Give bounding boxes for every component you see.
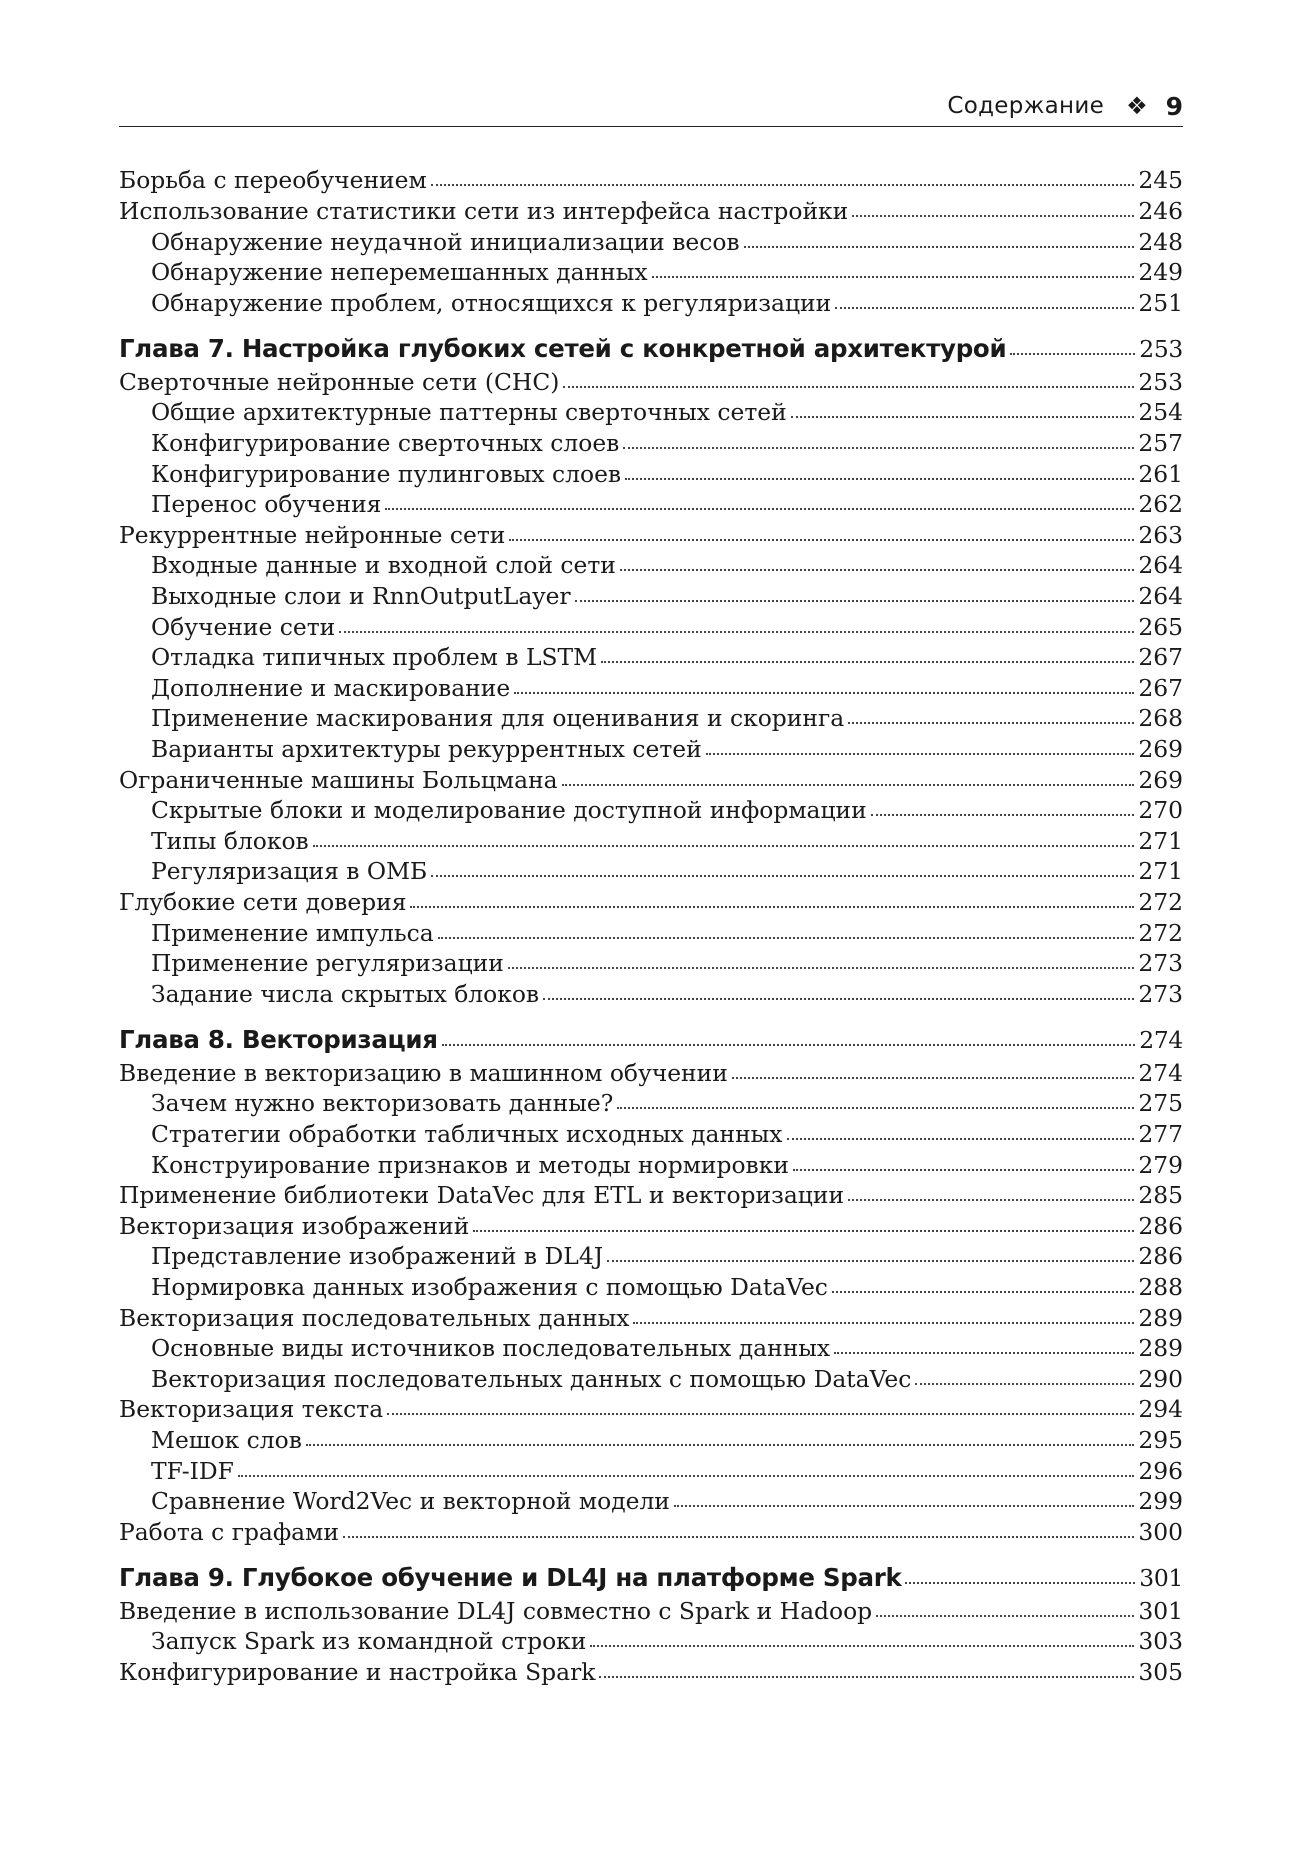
dot-leader bbox=[834, 1333, 1134, 1356]
toc-entry-label: Конфигурирование сверточных слоев bbox=[151, 429, 620, 458]
toc-entry bbox=[119, 1425, 1183, 1456]
toc-entry-page: 253 bbox=[1139, 335, 1183, 364]
toc-entry-label: Представление изображений в DL4J bbox=[151, 1242, 604, 1271]
dot-leader bbox=[832, 1272, 1134, 1295]
dot-leader bbox=[385, 489, 1134, 512]
toc-entry-page: 273 bbox=[1138, 979, 1183, 1008]
toc-entry-page: 264 bbox=[1138, 551, 1183, 580]
toc-entry-page: 267 bbox=[1138, 643, 1183, 672]
toc-entry-page: 268 bbox=[1138, 704, 1183, 733]
toc-entry-page: 271 bbox=[1138, 826, 1183, 855]
toc-entry-label: Глубокие сети доверия bbox=[119, 887, 407, 916]
toc-entry-label: Векторизация последовательных данных с помощью DataVec bbox=[151, 1364, 912, 1393]
toc-chapter-entry bbox=[119, 1023, 1183, 1057]
dot-leader bbox=[905, 1562, 1135, 1587]
toc-entry bbox=[119, 672, 1183, 703]
toc-entry-label: Варианты архитектуры рекуррентных сетей bbox=[151, 734, 702, 763]
toc-entry bbox=[119, 428, 1183, 459]
toc-entry bbox=[119, 1149, 1183, 1180]
toc-entry-label: Использование статистики сети из интерфейса настройки bbox=[119, 196, 849, 225]
toc-entry bbox=[119, 1241, 1183, 1272]
toc-entry bbox=[119, 1394, 1183, 1425]
toc-entry bbox=[119, 1455, 1183, 1486]
toc-entry bbox=[119, 887, 1183, 918]
toc-entry-page: 248 bbox=[1138, 227, 1183, 256]
toc-entry-page: 290 bbox=[1138, 1364, 1183, 1393]
toc-entry-label: Обучение сети bbox=[151, 612, 336, 641]
dot-leader bbox=[871, 795, 1135, 818]
dot-leader bbox=[543, 978, 1134, 1001]
dot-leader bbox=[438, 917, 1135, 940]
toc-entry-page: 274 bbox=[1138, 1058, 1183, 1087]
toc-entry bbox=[119, 458, 1183, 489]
dot-leader bbox=[791, 397, 1135, 420]
toc-entry bbox=[119, 611, 1183, 642]
header-rule bbox=[119, 126, 1183, 127]
toc-entry-label: Отладка типичных проблем в LSTM bbox=[151, 643, 598, 672]
toc-entry-label: Обнаружение неудачной инициализации весов bbox=[151, 227, 740, 256]
toc-entry-label: Обнаружение неперемешанных данных bbox=[151, 258, 648, 287]
toc-entry-label: Применение регуляризации bbox=[151, 949, 504, 978]
toc-entry bbox=[119, 581, 1183, 612]
dot-leader bbox=[601, 642, 1134, 665]
dot-leader bbox=[599, 1657, 1134, 1680]
toc-entry-page: 289 bbox=[1138, 1334, 1183, 1363]
dot-leader bbox=[1010, 333, 1135, 358]
toc-chapter-entry bbox=[119, 332, 1183, 366]
dot-leader bbox=[744, 226, 1135, 249]
toc-entry bbox=[119, 165, 1183, 196]
toc-entry bbox=[119, 1657, 1183, 1688]
dot-leader bbox=[652, 257, 1135, 280]
toc-entry bbox=[119, 366, 1183, 397]
dot-leader bbox=[343, 1516, 1134, 1539]
toc-entry-label: Применение библиотеки DataVec для ETL и векторизации bbox=[119, 1181, 845, 1210]
toc-entry bbox=[119, 397, 1183, 428]
dot-leader bbox=[509, 519, 1134, 542]
toc-entry-label: Регуляризация в ОМБ bbox=[151, 857, 428, 886]
toc-entry-page: 263 bbox=[1138, 520, 1183, 549]
toc-entry-page: 265 bbox=[1138, 612, 1183, 641]
toc-entry bbox=[119, 226, 1183, 257]
toc-entry-label: Общие архитектурные паттерны сверточных сетей bbox=[151, 398, 787, 427]
toc-entry-label: Сравнение Word2Vec и векторной модели bbox=[151, 1487, 670, 1516]
dot-leader bbox=[876, 1595, 1134, 1618]
toc-entry-label: Введение в использование DL4J совместно с Spark и Hadoop bbox=[119, 1596, 873, 1625]
toc-entry-label: Обнаружение проблем, относящихся к регуляризации bbox=[151, 288, 832, 317]
toc-entry bbox=[119, 764, 1183, 795]
table-of-contents bbox=[119, 165, 1183, 1687]
toc-entry-label: Стратегии обработки табличных исходных данных bbox=[151, 1120, 783, 1149]
toc-entry bbox=[119, 703, 1183, 734]
toc-entry-page: 277 bbox=[1138, 1120, 1183, 1149]
dot-leader bbox=[442, 1024, 1136, 1049]
dot-leader bbox=[431, 165, 1135, 188]
toc-entry-label: Конфигурирование пулинговых слоев bbox=[151, 459, 622, 488]
dot-leader bbox=[625, 458, 1134, 481]
toc-entry-label: Глава 9. Глубокое обучение и DL4J на платформе Spark bbox=[119, 1563, 902, 1593]
toc-entry-page: 271 bbox=[1138, 857, 1183, 886]
toc-entry-label: Задание числа скрытых блоков bbox=[151, 979, 540, 1008]
toc-entry-page: 305 bbox=[1138, 1658, 1183, 1687]
dot-leader bbox=[848, 1180, 1134, 1203]
toc-entry-page: 262 bbox=[1138, 490, 1183, 519]
toc-entry bbox=[119, 825, 1183, 856]
toc-entry-label: Основные виды источников последовательных данных bbox=[151, 1334, 831, 1363]
toc-entry bbox=[119, 550, 1183, 581]
dot-leader bbox=[848, 703, 1134, 726]
header-title: Содержание bbox=[947, 93, 1105, 119]
toc-entry-page: 299 bbox=[1138, 1487, 1183, 1516]
toc-entry bbox=[119, 257, 1183, 288]
toc-entry bbox=[119, 1180, 1183, 1211]
dot-leader bbox=[787, 1119, 1135, 1142]
toc-entry-label: Применение импульса bbox=[151, 918, 434, 947]
toc-entry-label: Мешок слов bbox=[151, 1425, 302, 1454]
toc-entry-page: 253 bbox=[1138, 367, 1183, 396]
dot-leader bbox=[431, 856, 1134, 879]
toc-entry-label: Дополнение и маскирование bbox=[151, 673, 511, 702]
toc-entry bbox=[119, 1516, 1183, 1547]
toc-entry-label: Перенос обучения bbox=[151, 490, 382, 519]
toc-entry-page: 272 bbox=[1138, 887, 1183, 916]
toc-entry-label: Сверточные нейронные сети (СНС) bbox=[119, 367, 560, 396]
dot-leader bbox=[633, 1302, 1134, 1325]
toc-entry-label: Рекуррентные нейронные сети bbox=[119, 520, 506, 549]
dot-leader bbox=[508, 948, 1135, 971]
dot-leader bbox=[620, 550, 1134, 573]
toc-entry bbox=[119, 1119, 1183, 1150]
dot-leader bbox=[915, 1363, 1134, 1386]
toc-entry bbox=[119, 948, 1183, 979]
toc-entry-label: Типы блоков bbox=[151, 826, 309, 855]
toc-entry-page: 273 bbox=[1138, 949, 1183, 978]
dot-leader bbox=[306, 1425, 1134, 1448]
toc-entry-page: 288 bbox=[1138, 1272, 1183, 1301]
toc-entry-page: 246 bbox=[1138, 196, 1183, 225]
toc-entry bbox=[119, 489, 1183, 520]
toc-entry-label: Применение маскирования для оценивания и скоринга bbox=[151, 704, 845, 733]
toc-entry-page: 294 bbox=[1138, 1395, 1183, 1424]
toc-entry-page: 301 bbox=[1139, 1564, 1183, 1593]
toc-entry-page: 270 bbox=[1138, 796, 1183, 825]
dot-leader bbox=[575, 581, 1135, 604]
toc-entry-page: 269 bbox=[1138, 734, 1183, 763]
dot-leader bbox=[674, 1486, 1134, 1509]
toc-entry-page: 286 bbox=[1138, 1211, 1183, 1240]
dot-leader bbox=[607, 1241, 1134, 1264]
toc-entry bbox=[119, 978, 1183, 1009]
toc-entry-label: Ограниченные машины Больцмана bbox=[119, 765, 558, 794]
dot-leader bbox=[835, 287, 1134, 310]
toc-entry-label: Входные данные и входной слой сети bbox=[151, 551, 616, 580]
toc-entry-label: Зачем нужно векторизовать данные? bbox=[151, 1089, 614, 1118]
dot-leader bbox=[563, 366, 1134, 389]
toc-entry-label: Борьба с переобучением bbox=[119, 166, 427, 195]
toc-entry bbox=[119, 519, 1183, 550]
header-page-number: 9 bbox=[1165, 91, 1183, 121]
toc-entry-label: Скрытые блоки и моделирование доступной информации bbox=[151, 796, 867, 825]
dot-leader bbox=[313, 825, 1135, 848]
dot-leader bbox=[339, 611, 1134, 634]
toc-entry-page: 272 bbox=[1138, 918, 1183, 947]
toc-entry-page: 257 bbox=[1138, 429, 1183, 458]
toc-entry-page: 279 bbox=[1138, 1150, 1183, 1179]
toc-entry-page: 300 bbox=[1138, 1517, 1183, 1546]
toc-entry-label: Работа с графами bbox=[119, 1517, 339, 1546]
toc-entry-page: 301 bbox=[1138, 1596, 1183, 1625]
toc-entry bbox=[119, 856, 1183, 887]
toc-entry-label: Векторизация изображений bbox=[119, 1211, 470, 1240]
toc-entry bbox=[119, 642, 1183, 673]
toc-entry-page: 303 bbox=[1138, 1627, 1183, 1656]
dot-leader bbox=[852, 196, 1134, 219]
toc-entry-label: TF-IDF bbox=[151, 1456, 234, 1485]
dot-leader bbox=[562, 764, 1135, 787]
toc-entry-page: 245 bbox=[1138, 166, 1183, 195]
dot-leader bbox=[238, 1455, 1134, 1478]
toc-entry-page: 269 bbox=[1138, 765, 1183, 794]
toc-entry bbox=[119, 795, 1183, 826]
toc-entry-page: 267 bbox=[1138, 673, 1183, 702]
toc-entry-page: 275 bbox=[1138, 1089, 1183, 1118]
toc-entry bbox=[119, 1302, 1183, 1333]
toc-entry bbox=[119, 196, 1183, 227]
toc-entry bbox=[119, 917, 1183, 948]
dot-leader bbox=[473, 1210, 1134, 1233]
toc-entry-label: Глава 7. Настройка глубоких сетей с конкретной архитектурой bbox=[119, 334, 1007, 364]
ornament-icon: ❖ bbox=[1126, 92, 1148, 120]
toc-entry-page: 296 bbox=[1138, 1456, 1183, 1485]
dot-leader bbox=[617, 1088, 1134, 1111]
toc-entry-page: 295 bbox=[1138, 1425, 1183, 1454]
toc-entry-page: 264 bbox=[1138, 582, 1183, 611]
dot-leader bbox=[706, 734, 1135, 757]
toc-entry bbox=[119, 1210, 1183, 1241]
toc-entry bbox=[119, 1626, 1183, 1657]
toc-entry-page: 286 bbox=[1138, 1242, 1183, 1271]
toc-entry-label: Выходные слои и RnnOutputLayer bbox=[151, 582, 571, 611]
toc-entry bbox=[119, 1486, 1183, 1517]
toc-entry-page: 274 bbox=[1139, 1026, 1183, 1055]
toc-entry bbox=[119, 1333, 1183, 1364]
dot-leader bbox=[410, 887, 1134, 910]
toc-entry-page: 254 bbox=[1138, 398, 1183, 427]
dot-leader bbox=[623, 428, 1134, 451]
dot-leader bbox=[793, 1149, 1134, 1172]
toc-entry bbox=[119, 1088, 1183, 1119]
toc-entry-page: 289 bbox=[1138, 1303, 1183, 1332]
toc-chapter-entry bbox=[119, 1561, 1183, 1595]
toc-entry bbox=[119, 1595, 1183, 1626]
toc-entry-page: 251 bbox=[1138, 288, 1183, 317]
dot-leader bbox=[590, 1626, 1134, 1649]
toc-entry-label: Векторизация текста bbox=[119, 1395, 384, 1424]
toc-entry bbox=[119, 1057, 1183, 1088]
dot-leader bbox=[387, 1394, 1134, 1417]
toc-entry-label: Запуск Spark из командной строки bbox=[151, 1627, 587, 1656]
toc-entry-label: Глава 8. Векторизация bbox=[119, 1025, 438, 1055]
toc-entry-label: Конфигурирование и настройка Spark bbox=[119, 1658, 596, 1687]
dot-leader bbox=[514, 672, 1134, 695]
toc-entry-label: Введение в векторизацию в машинном обучении bbox=[119, 1058, 728, 1087]
toc-entry-label: Нормировка данных изображения с помощью DataVec bbox=[151, 1272, 828, 1301]
toc-entry bbox=[119, 1363, 1183, 1394]
dot-leader bbox=[732, 1057, 1135, 1080]
toc-entry bbox=[119, 287, 1183, 318]
toc-entry bbox=[119, 1272, 1183, 1303]
toc-entry-page: 249 bbox=[1138, 258, 1183, 287]
toc-entry-page: 285 bbox=[1138, 1181, 1183, 1210]
toc-entry-page: 261 bbox=[1138, 459, 1183, 488]
toc-entry-label: Конструирование признаков и методы нормировки bbox=[151, 1150, 789, 1179]
toc-entry bbox=[119, 734, 1183, 765]
toc-entry-label: Векторизация последовательных данных bbox=[119, 1303, 630, 1332]
running-header bbox=[119, 88, 1183, 124]
